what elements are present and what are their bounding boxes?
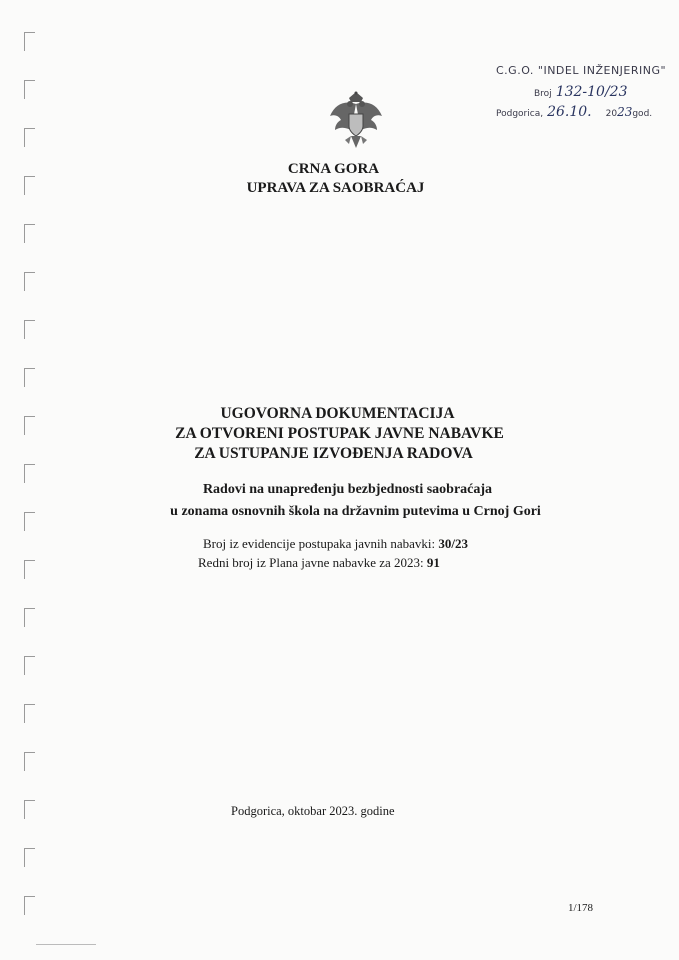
document-title-line-1: UGOVORNA DOKUMENTACIJA	[220, 405, 455, 422]
stamp-broj	[534, 84, 628, 100]
stamp-date-value: 26.10.	[547, 104, 592, 120]
document-title-line-3: ZA USTUPANJE IZVOĐENJA RADOVA	[194, 445, 473, 462]
subject-line-1: Radovi na unapređenju bezbjednosti saobraćaja	[202, 482, 493, 497]
stamp-company: C.G.O. "INDEL INŽENJERING"	[496, 64, 667, 77]
stamp-broj-label: Broj	[534, 89, 552, 99]
plan-number-value: 91	[426, 555, 440, 570]
page-number: 1/178	[568, 902, 594, 914]
plan-number-label: Redni broj iz Plana javne nabavke za 2023:	[198, 555, 424, 570]
country-heading: CRNA GORA	[287, 161, 380, 177]
stamp-date	[496, 104, 652, 120]
montenegro-coat-of-arms-icon	[327, 90, 385, 152]
plan-number-line	[198, 555, 440, 571]
subject-line-2: u zonama osnovnih škola na državnim putevima u Crnoj Gori	[170, 504, 541, 519]
document-title-line-2: ZA OTVORENI POSTUPAK JAVNE NABAVKE	[175, 425, 504, 442]
stamp-year-value: 23	[617, 105, 633, 119]
evidence-number-value: 30/23	[438, 536, 469, 551]
place-and-date: Podgorica, oktobar 2023. godine	[231, 804, 395, 818]
stamp-year-prefix: 20	[605, 109, 618, 119]
footer-divider	[36, 944, 96, 945]
evidence-number-label: Broj iz evidencije postupaka javnih nabavki:	[203, 536, 436, 551]
authority-heading: UPRAVA ZA SAOBRAĆAJ	[246, 180, 425, 196]
evidence-number-line	[203, 536, 468, 552]
stamp-broj-value: 132-10/23	[555, 84, 628, 100]
stamp-podgorica-label: Podgorica,	[496, 109, 544, 119]
stamp-god-label: god.	[632, 109, 653, 119]
binder-holes	[24, 20, 38, 940]
